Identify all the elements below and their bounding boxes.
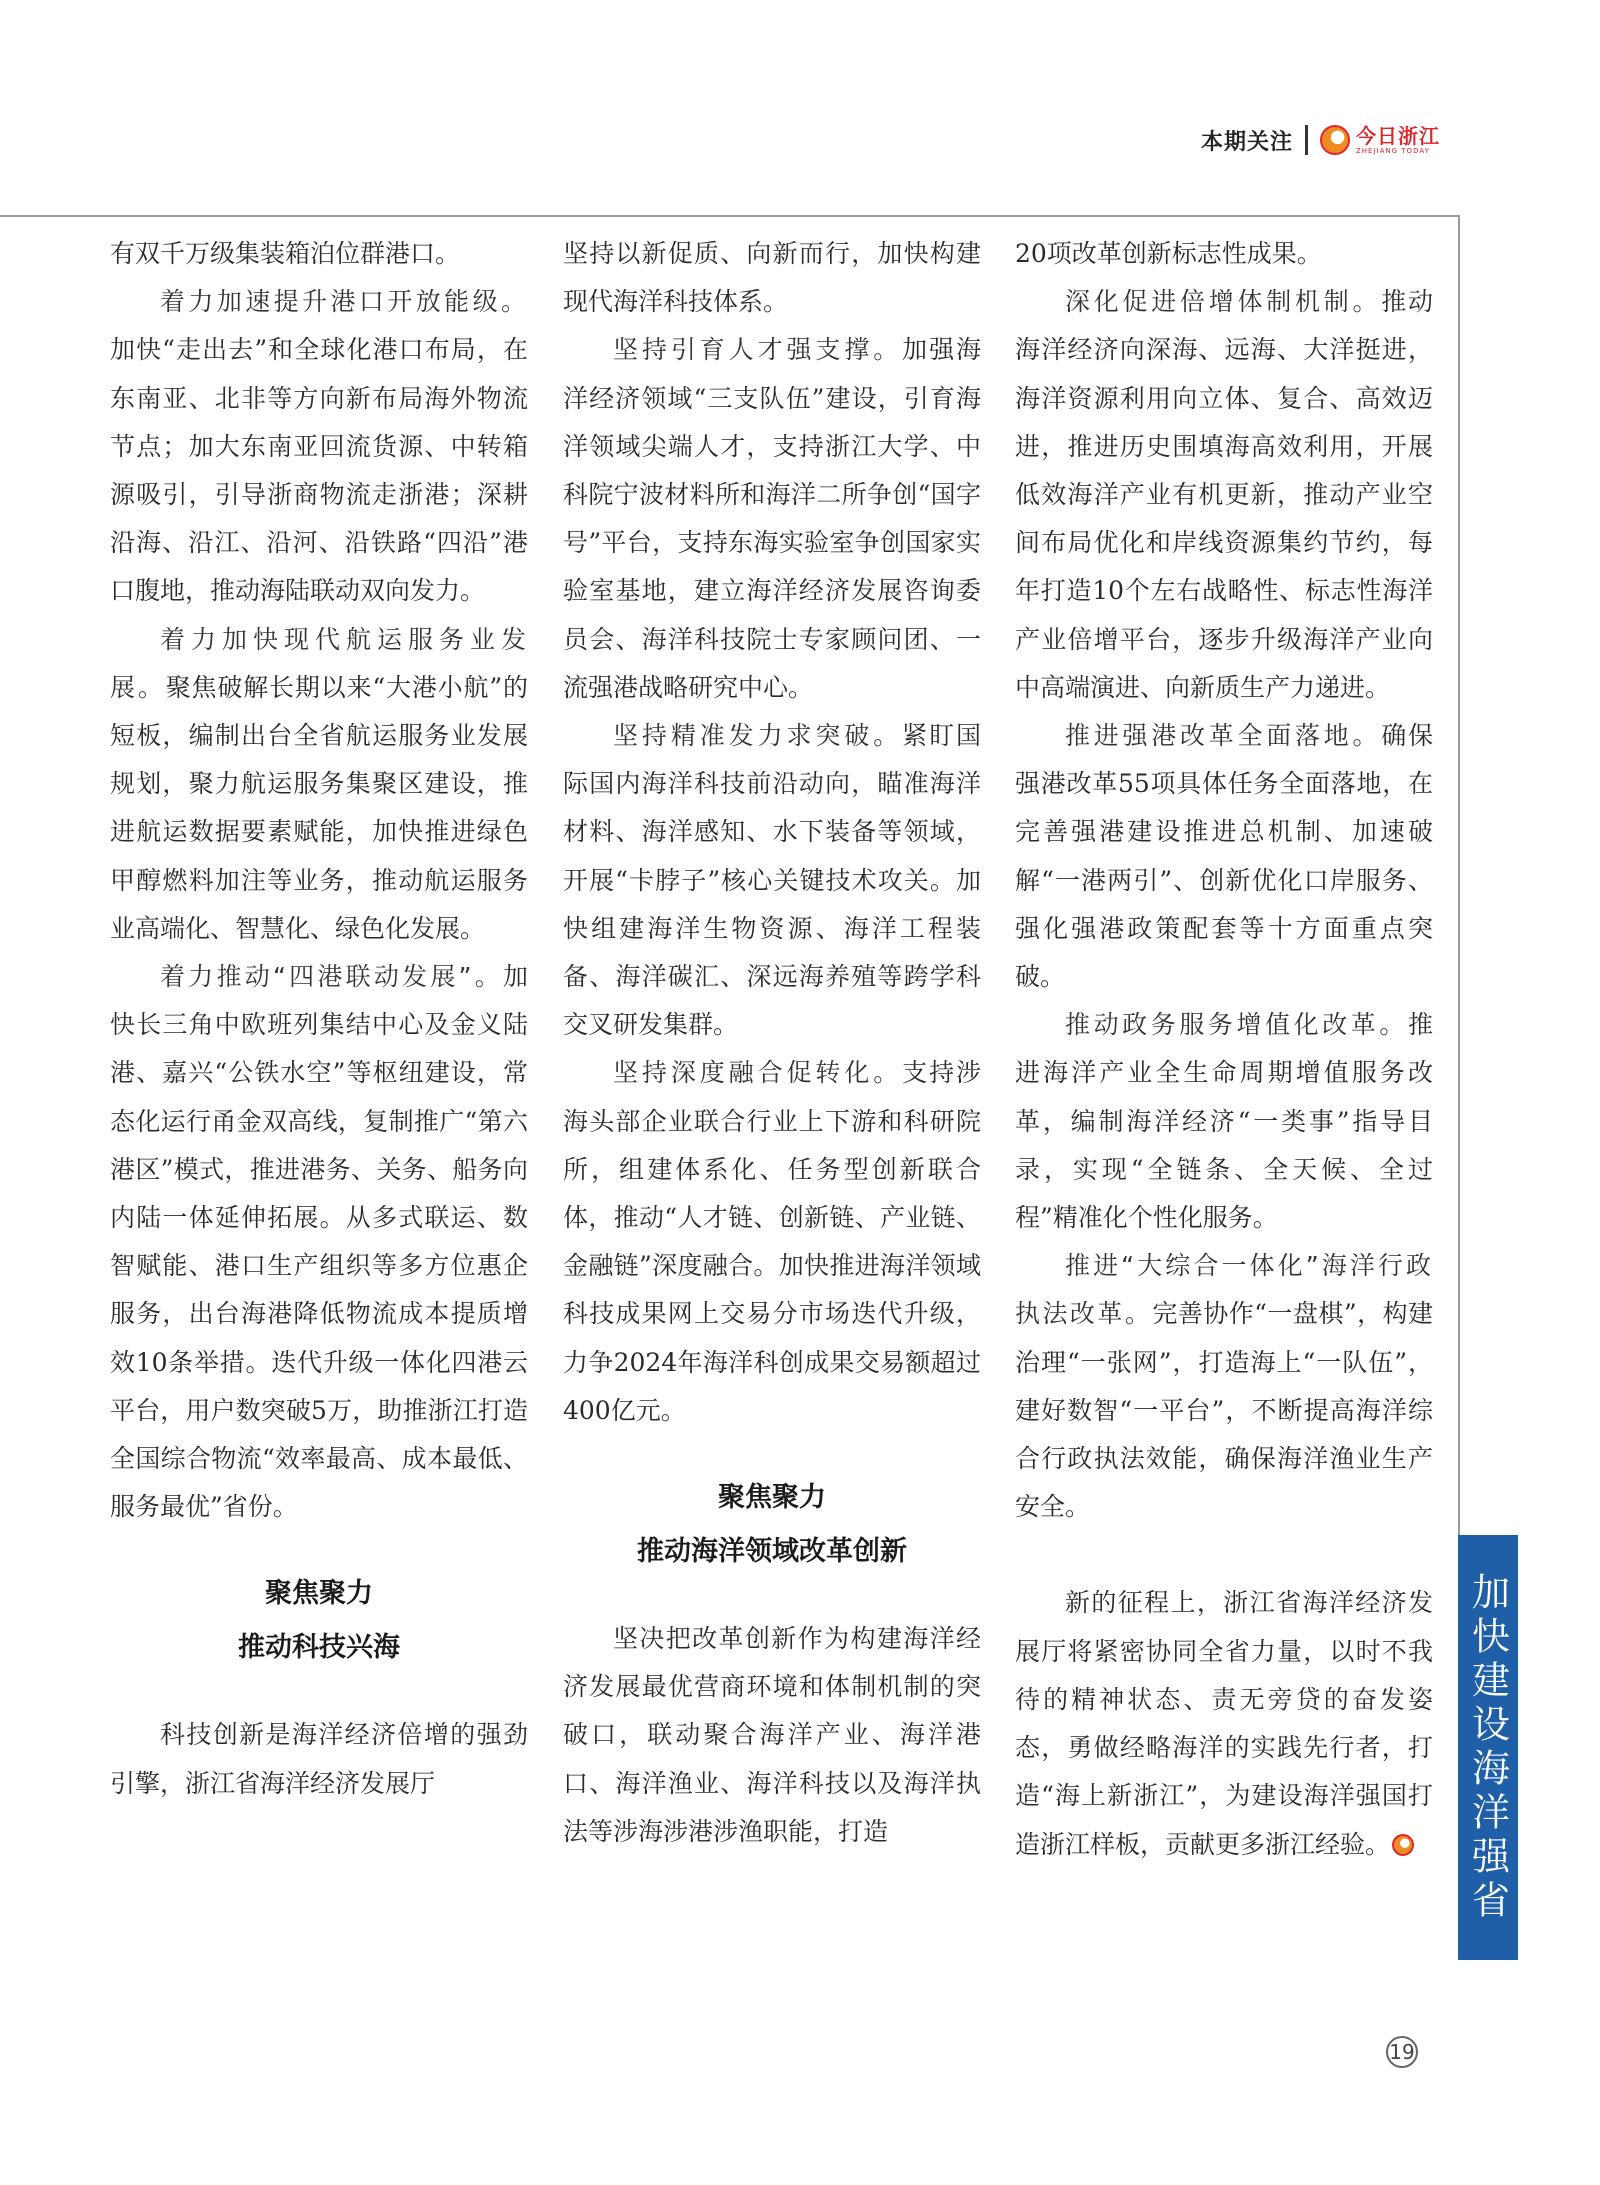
paragraph-body: 新的征程上，浙江省海洋经济发展厅将紧密协同全省力量，以时不我待的精神状态、责无旁贷的奋发姿态，勇做经略海洋的实践先行者，打造“海上新浙江”，为建设海洋强国打造浙江样板，贡献更多浙江经验。 xyxy=(1015,1588,1433,1859)
paragraph-lead: 推进“大综合一体化”海洋行政执法改革。 xyxy=(1015,1251,1433,1329)
section-heading-line2: 推动海洋领域改革创新 xyxy=(637,1536,907,1568)
publication-logo xyxy=(1320,125,1440,155)
section-heading xyxy=(563,1471,981,1579)
paragraph-lead: 坚持引育人才强支撑。 xyxy=(613,335,903,365)
paragraph xyxy=(110,616,528,953)
paragraph xyxy=(1015,712,1433,1001)
paragraph-body: 紧盯国际国内海洋科技前沿动向，瞄准海洋材料、海洋感知、水下装备等领域，开展“卡脖子”核心关键技术攻关。加快组建海洋生物资源、海洋工程装备、海洋碳汇、深远海养殖等跨学科交叉研发集群。 xyxy=(563,721,981,1040)
paragraph-lead: 坚持深度融合促转化。 xyxy=(613,1058,903,1088)
paragraph-body: 加快长三角中欧班列集结中心及金义陆港、嘉兴“公铁水空”等枢纽建设，常态化运行甬金双高线，复制推广“第六港区”模式，推进港务、关务、船务向内陆一体延伸拓展。从多式联运、数智赋能、港口生产组织等多方位惠企服务，出台海港降低物流成本提质增效10条举措。迭代升级一体化四港云平台，用户数突破5万，助推浙江打造全国综合物流“效率最高、成本最低、服务最优”省份。 xyxy=(110,962,528,1522)
section-heading-line2: 推动科技兴海 xyxy=(238,1632,400,1664)
paragraph: 有双千万级集装箱泊位群港口。 xyxy=(110,239,461,268)
paragraph xyxy=(1015,1579,1433,1868)
paragraph: 20项改革创新标志性成果。 xyxy=(1015,239,1322,268)
paragraph-body: 确保强港改革55项具体任务全面落地，在完善强港建设推进总机制、加速破解“一港两引”、创新优化口岸服务、强化强港政策配套等十方面重点突破。 xyxy=(1015,721,1433,992)
paragraph xyxy=(563,326,981,712)
section-heading-line1: 聚焦聚力 xyxy=(265,1578,373,1610)
logo-subtext: ZHEJIANG TODAY xyxy=(1356,146,1430,155)
paragraph-body: 聚焦破解长期以来“大港小航”的短板，编制出台全省航运服务业发展规划，聚力航运服务集聚区建设，推进航运数据要素赋能，加快推进绿色甲醇燃料加注等业务，推动航运服务业高端化、智慧化、绿色化发展。 xyxy=(110,672,528,943)
paragraph-body: 推进海洋产业全生命周期增值服务改革，编制海洋经济“一类事”指导目录，实现“全链条、全天候、全过程”精准化个性化服务。 xyxy=(1015,1010,1433,1233)
paragraph: 坚决把改革创新作为构建海洋经济发展最优营商环境和体制机制的突破口，联动聚合海洋产业、海洋港口、海洋渔业、海洋科技以及海洋执法等涉海涉港涉渔职能，打造 xyxy=(563,1624,981,1846)
paragraph-body: 加强海洋经济领域“三支队伍”建设，引育海洋领域尖端人才，支持浙江大学、中科院宁波材料所和海洋二所争创“国字号”平台，支持东海实验室争创国家实验室基地，建立海洋经济发展咨询委员会、海洋科技院士专家顾问团、一流强港战略研究中心。 xyxy=(563,335,981,702)
paragraph-lead: 着力推动“四港联动发展”。 xyxy=(160,962,503,992)
section-side-tab xyxy=(1458,1535,1518,1960)
paragraph-lead: 深化促进倍增体制机制。 xyxy=(1065,287,1382,317)
paragraph-body: 支持涉海头部企业联合行业上下游和科研院所，组建体系化、任务型创新联合体，推动“人才链、创新链、产业链、金融链”深度融合。加快推进海洋领域科技成果网上交易分市场迭代升级，力争2024年海洋科创成果交易额超过400亿元。 xyxy=(563,1058,981,1425)
top-divider xyxy=(0,215,1460,217)
paragraph xyxy=(563,1049,981,1435)
side-tab-text: 加快建设海洋强省 xyxy=(1465,1571,1510,1924)
paragraph-body: 完善协作“一盘棋”，构建治理“一张网”，打造海上“一队伍”，建好数智“一平台”，不断提高海洋综合行政执法效能，确保海洋渔业生产安全。 xyxy=(1015,1299,1433,1522)
article-column-3 xyxy=(1015,230,1433,1869)
article-column-1 xyxy=(110,230,528,1808)
paragraph xyxy=(110,278,528,615)
end-mark-icon xyxy=(1392,1834,1414,1856)
right-divider xyxy=(1458,215,1460,1545)
header-separator xyxy=(1305,125,1308,155)
paragraph-lead: 推进强港改革全面落地。 xyxy=(1065,721,1382,751)
page-header xyxy=(1201,118,1440,162)
paragraph-lead: 着力加速提升港口开放能级。 xyxy=(160,287,528,317)
paragraph xyxy=(1015,278,1433,712)
logo-text-group xyxy=(1356,123,1440,155)
paragraph-body: 加快“走出去”和全球化港口布局，在东南亚、北非等方向新布局海外物流节点；加大东南亚回流货源、中转箱源吸引，引导浙商物流走浙港；深耕沿海、沿江、沿河、沿铁路“四沿”港口腹地，推动海陆联动双向发力。 xyxy=(110,335,528,606)
paragraph: 科技创新是海洋经济倍增的强劲引擎，浙江省海洋经济发展厅 xyxy=(110,1720,528,1798)
paragraph xyxy=(1015,1242,1433,1531)
article-column-2 xyxy=(563,230,981,1856)
paragraph-lead: 推动政务服务增值化改革。 xyxy=(1065,1010,1408,1040)
paragraph: 坚持以新促质、向新而行，加快构建现代海洋科技体系。 xyxy=(563,239,981,317)
section-heading xyxy=(110,1567,528,1675)
page-number: 19 xyxy=(1386,2036,1418,2068)
paragraph-lead: 着力加快现代航运服务业发展。 xyxy=(110,624,528,702)
section-label: 本期关注 xyxy=(1200,129,1293,155)
logo-text: 今日浙江 xyxy=(1356,123,1440,148)
logo-mark-icon xyxy=(1320,125,1350,155)
section-heading-line1: 聚焦聚力 xyxy=(718,1482,826,1514)
paragraph-lead: 坚持精准发力求突破。 xyxy=(613,721,903,751)
paragraph-body: 推动海洋经济向深海、远海、大洋挺进，海洋资源利用向立体、复合、高效迈进，推进历史围填海高效利用，开展低效海洋产业有机更新，推动产业空间布局优化和岸线资源集约节约，每年打造10个左右战略性、标志性海洋产业倍增平台，逐步升级海洋产业向中高端演进、向新质生产力递进。 xyxy=(1015,287,1433,702)
paragraph xyxy=(110,953,528,1531)
paragraph xyxy=(563,712,981,1049)
paragraph xyxy=(1015,1001,1433,1242)
